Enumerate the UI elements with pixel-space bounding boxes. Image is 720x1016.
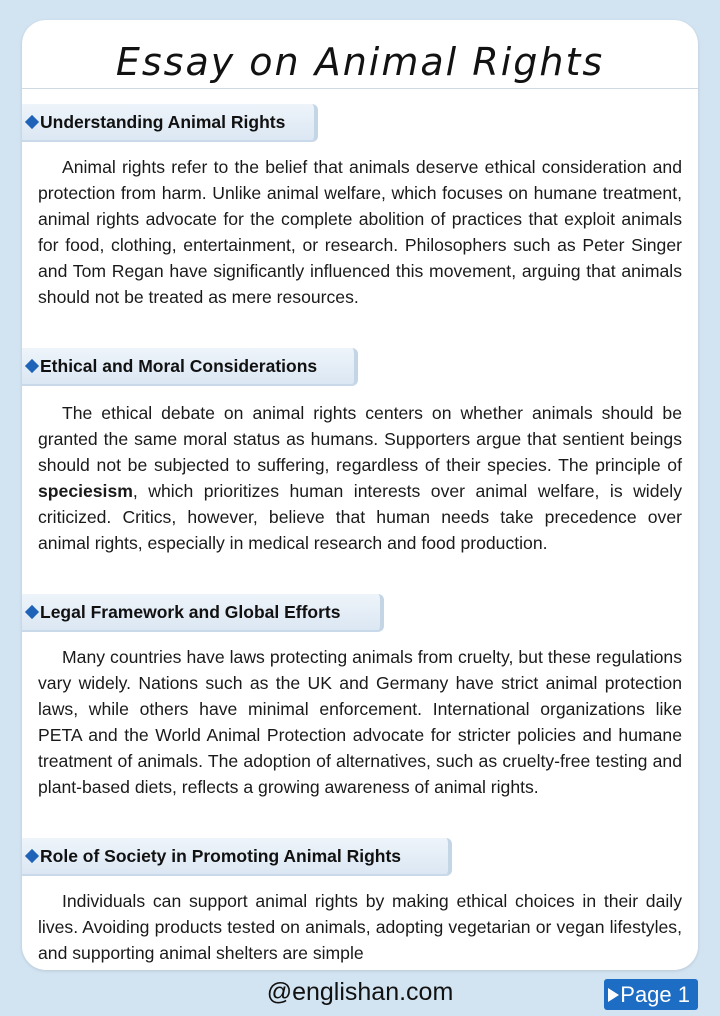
- diamond-bullet-icon: [25, 115, 39, 129]
- paragraph-text: The ethical debate on animal rights centers on whether animals should be granted the same moral status as humans. Supporters argue that sentient beings should not be subjected to suffering, regardless of their species. The principle of: [38, 403, 682, 475]
- essay-card: [22, 20, 698, 970]
- section-heading-text: Ethical and Moral Considerations: [40, 355, 318, 376]
- arrow-right-icon: [608, 988, 619, 1002]
- diamond-bullet-icon: [25, 359, 39, 373]
- section-paragraph: [38, 400, 682, 556]
- paragraph-text: Individuals can support animal rights by making ethical choices in their daily lives. Avoiding products tested on animals, adopting vegetarian or vegan lifestyles, and supporting animal shelters are simple: [38, 891, 682, 963]
- diamond-bullet-icon: [25, 849, 39, 863]
- section-paragraph: [38, 644, 682, 800]
- essay-title: Essay on Animal Rights: [115, 40, 605, 84]
- paragraph-text: Many countries have laws protecting animals from cruelty, but these regulations vary widely. Nations such as the UK and Germany have strict animal protection laws, while others have minimal enforcement. International organizations like PETA and the World Animal Protection advocate for stricter policies and humane treatment of animals. The adoption of alternatives, such as cruelty-free testing and plant-based diets, reflects a growing awareness of animal rights.: [38, 647, 682, 797]
- diamond-bullet-icon: [25, 605, 39, 619]
- section-heading: [22, 594, 384, 632]
- section-heading: [22, 104, 318, 142]
- section-heading-text: Role of Society in Promoting Animal Rights: [40, 845, 402, 866]
- page-number-badge: [604, 979, 698, 1010]
- page-number-label: Page 1: [620, 981, 690, 1007]
- paragraph-bold-term: speciesism: [38, 481, 133, 501]
- section-paragraph: [38, 154, 682, 310]
- paragraph-text: , which prioritizes human interests over animal welfare, is widely criticized. Critics, however, believe that human needs take precedence over animal rights, especially in medical research and food production.: [38, 481, 682, 553]
- title-divider: [22, 88, 698, 89]
- section-heading: [22, 838, 452, 876]
- footer-website: @englishan.com: [266, 978, 454, 1006]
- section-heading-text: Understanding Animal Rights: [40, 111, 286, 132]
- paragraph-text: Animal rights refer to the belief that animals deserve ethical consideration and protection from harm. Unlike animal welfare, which focuses on humane treatment, animal rights advocate for the complete abolition of practices that exploit animals for food, clothing, entertainment, or research. Philosophers such as Peter Singer and Tom Regan have significantly influenced this movement, arguing that animals should not be treated as mere resources.: [38, 157, 682, 307]
- section-heading: [22, 348, 358, 386]
- section-paragraph: [38, 888, 682, 966]
- section-heading-text: Legal Framework and Global Efforts: [40, 601, 341, 622]
